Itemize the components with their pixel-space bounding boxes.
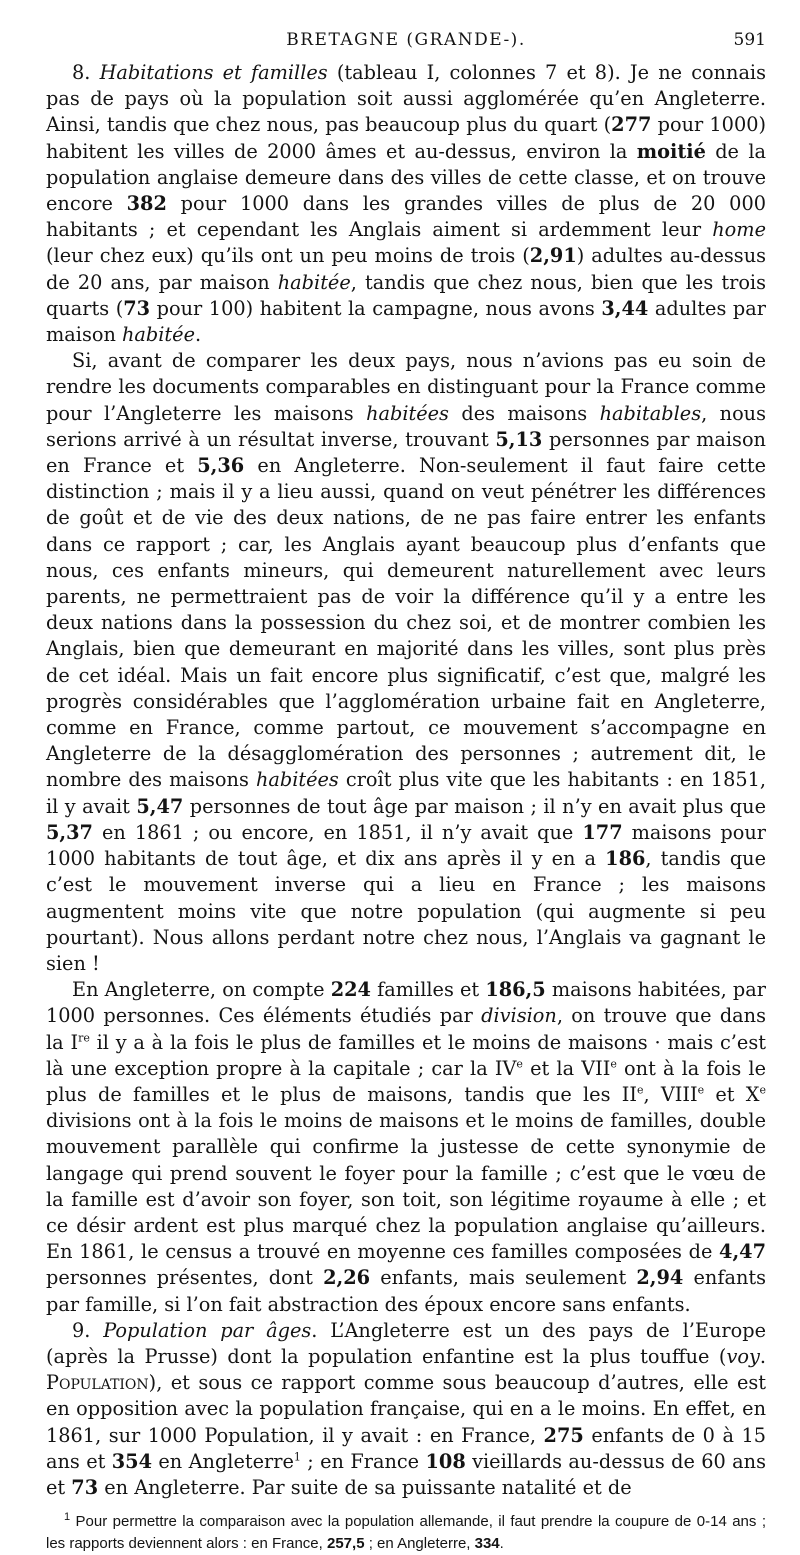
bold-number: moitié bbox=[636, 139, 706, 163]
text-run: familles et bbox=[370, 978, 486, 1002]
text-run: . bbox=[759, 1344, 766, 1368]
text-run: . bbox=[195, 323, 202, 347]
text-run: en Angleterre. Non-seulement il faut faire cette distinction ; mais il y a lieu aussi, quand on veut pénétrer les différences de goût et de vie des deux nations, de ne pas faire entrer les enfants dans ce rapport ; car, les Anglais ayant beaucoup plus d’enfants que nous, ces enfants mineurs, qui demeurent naturellement avec leurs parents, ne permettraient pas de voir la différence qu’il y a entre les deux nations dans la possession du chez soi, et de montrer combien les Anglais, bien que demeurant en majorité dans les villes, sont plus près de cet idéal. Mais un fait encore plus significatif, c’est que, malgré les progrès considérables que l’agglomération urbaine fait en Angleterre, comme en France, comme partout, ce mouvement s’accompagne en Angleterre de la désagglomération des personnes ; autrement dit, le nombre des maisons bbox=[46, 454, 766, 792]
italic-text: division bbox=[481, 1004, 557, 1028]
text-run: , VIII bbox=[643, 1082, 698, 1106]
bold-number: 257,5 bbox=[327, 1535, 365, 1553]
bold-number: 73 bbox=[71, 1475, 99, 1499]
text-run: Pour permettre la comparaison avec la population allemande, il faut prendre la coupure de 0-14 ans ; les rapports deviennent alors : en France, bbox=[46, 1513, 766, 1553]
text-run: adultes par maison bbox=[46, 296, 766, 347]
text-run: de la population anglaise demeure dans des villes de cette classe, et on trouve encore bbox=[46, 139, 766, 216]
superscript: e bbox=[697, 1083, 705, 1097]
italic-text: habitables bbox=[599, 401, 702, 425]
text-run: divisions ont à la fois le moins de maisons et le moins de familles, double mouvement parallèle qui confirme la justesse de cette synonymie de langage qui prend souvent le foyer pour la famille ; c’est que le vœu de la famille est d’avoir son foyer, son toit, son légitime royaume à elle ; et ce désir ardent est plus marqué chez la population anglaise qu’ailleurs. En 1861, le census a trouvé en moyenne ces familles composées de bbox=[46, 1109, 766, 1264]
text-run: (tableau I, colonnes 7 et 8). Je ne connais pas de pays où la population soit aussi agglomérée qu’en Angleterre. Ainsi, tandis que chez nous, pas beaucoup plus du quart ( bbox=[46, 61, 766, 137]
text-run: en 1861 ; ou encore, en 1851, il n’y avait que bbox=[92, 820, 583, 844]
footnote bbox=[46, 1511, 766, 1555]
italic-text: habitées bbox=[366, 401, 449, 425]
body-text bbox=[46, 60, 766, 1501]
bold-number: 224 bbox=[330, 978, 371, 1002]
text-run: 9. bbox=[72, 1318, 104, 1342]
text-run: ) adultes au-dessus de 20 ans, par maison bbox=[46, 244, 767, 294]
superscript: 1 bbox=[64, 1511, 71, 1524]
text-run: 8. bbox=[72, 61, 100, 84]
bold-number: 5,47 bbox=[136, 794, 184, 818]
text-run: Si, avant de comparer les deux pays, nous n’avions pas eu soin de rendre les documents comparables en distinguant pour la France comme pour l’Angleterre les maisons bbox=[46, 349, 766, 425]
text-run: ; en France bbox=[300, 1449, 426, 1473]
small-caps-text: Population bbox=[46, 1371, 149, 1395]
text-run: croît plus vite que les habitants : en 1851, il y avait bbox=[46, 768, 767, 818]
bold-number: 186,5 bbox=[485, 978, 546, 1002]
italic-text: habitées bbox=[255, 768, 339, 792]
paragraph bbox=[46, 60, 766, 348]
superscript: e bbox=[516, 1057, 523, 1071]
text-run: personnes de tout âge par maison ; il n’y en avait plus que bbox=[183, 794, 766, 818]
text-run: des maisons bbox=[448, 401, 600, 425]
text-run: il y a à la fois le plus de familles et le moins de maisons · mais c’est là une exception propre à la capitale ; car la IV bbox=[46, 1030, 766, 1080]
italic-text: Population par âges bbox=[103, 1318, 312, 1342]
bold-number: 2,94 bbox=[636, 1266, 684, 1290]
text-run: pour 1000) habitent les villes de 2000 âmes et au-dessus, environ la bbox=[46, 113, 766, 163]
bold-number: 73 bbox=[123, 296, 151, 320]
italic-text: habitée bbox=[277, 270, 351, 294]
text-run: et la VII bbox=[522, 1056, 611, 1080]
bold-number: 2,91 bbox=[529, 244, 577, 268]
text-run: maisons pour 1000 habitants de tout âge, et dix ans après il y en a bbox=[46, 820, 766, 871]
bold-number: 354 bbox=[111, 1449, 152, 1473]
bold-number: 5,37 bbox=[46, 820, 93, 844]
bold-number: 5,13 bbox=[495, 427, 543, 451]
text-run: en Angleterre. Par suite de sa puissante natalité et de bbox=[98, 1475, 632, 1499]
text-run: , tandis que chez nous, bien que les trois quarts ( bbox=[46, 270, 766, 320]
bold-number: 2,26 bbox=[323, 1266, 371, 1290]
text-run: maisons habitées, par 1000 personnes. Ces éléments étudiés par bbox=[46, 978, 766, 1028]
bold-number: 275 bbox=[543, 1423, 584, 1447]
italic-text: voy bbox=[726, 1344, 760, 1368]
italic-text: habitée bbox=[122, 323, 195, 347]
paragraph bbox=[46, 1318, 766, 1501]
text-run: En Angleterre, on compte bbox=[72, 978, 331, 1002]
text-run: enfants de 0 à 15 ans et bbox=[46, 1423, 766, 1473]
text-run: vieillards au-dessus de 60 ans et bbox=[46, 1449, 766, 1499]
text-run: ont à la fois le plus de familles et le plus de maisons, tandis que les II bbox=[46, 1056, 766, 1106]
italic-text: Habitations et familles bbox=[99, 61, 328, 84]
bold-number: 382 bbox=[126, 192, 167, 216]
bold-number: 3,44 bbox=[601, 296, 649, 320]
text-run: . L’Angleterre est un des pays de l’Europe (après la Prusse) dont la population enfantine est la plus touffue ( bbox=[46, 1318, 767, 1368]
paragraph bbox=[46, 977, 766, 1318]
superscript: e bbox=[610, 1057, 617, 1071]
text-run: , nous serions arrivé à un résultat inverse, trouvant bbox=[46, 401, 766, 451]
superscript: e bbox=[636, 1083, 644, 1097]
italic-text: home bbox=[712, 218, 766, 242]
bold-number: 5,36 bbox=[197, 454, 245, 478]
text-run: enfants, mais seulement bbox=[370, 1266, 637, 1290]
paragraph bbox=[46, 348, 766, 977]
bold-number: 186 bbox=[605, 847, 646, 871]
text-run: ; en Angleterre, bbox=[364, 1535, 475, 1553]
bold-number: 108 bbox=[425, 1449, 466, 1473]
text-run: personnes par maison en France et bbox=[46, 427, 766, 478]
text-run: pour 1000 dans les grandes villes de plus de 20 000 habitants ; et cependant les Anglais aiment si ardemment leur bbox=[46, 192, 766, 242]
superscript: e bbox=[759, 1083, 766, 1097]
text-run: , on trouve que dans la I bbox=[46, 1004, 766, 1054]
text-run: (leur chez eux) qu’ils ont un peu moins de trois ( bbox=[46, 244, 530, 268]
superscript: re bbox=[78, 1031, 90, 1045]
text-run: , tandis que c’est le mouvement inverse qui a lieu en France ; les maisons augmentent moins vite que notre population (qui augmente si peu pourtant). Nous allons perdant notre chez nous, l’Anglais va gagnant le sien ! bbox=[46, 847, 767, 975]
bold-number: 334 bbox=[474, 1535, 500, 1553]
page-number: 591 bbox=[733, 30, 766, 50]
bold-number: 4,47 bbox=[719, 1240, 766, 1264]
superscript: 1 bbox=[293, 1450, 301, 1464]
running-title: BRETAGNE (GRANDE-). bbox=[286, 30, 526, 50]
text-run: pour 100) habitent la campagne, nous avons bbox=[150, 296, 602, 320]
page-header bbox=[46, 30, 766, 60]
text-run: en Angleterre bbox=[152, 1449, 294, 1473]
bold-number: 277 bbox=[611, 113, 652, 137]
text-run: . bbox=[499, 1535, 504, 1553]
bold-number: 177 bbox=[582, 820, 623, 844]
text-run: personnes présentes, dont bbox=[46, 1266, 324, 1290]
text-run: ), et sous ce rapport comme sous beaucoup d’autres, elle est en opposition avec la population française, qui en a le moins. En effet, en 1861, sur 1000 Population, il y avait : en France, bbox=[46, 1371, 766, 1447]
text-run: et X bbox=[704, 1082, 760, 1106]
text-run: enfants par famille, si l’on fait abstraction des époux encore sans enfants. bbox=[46, 1266, 767, 1316]
